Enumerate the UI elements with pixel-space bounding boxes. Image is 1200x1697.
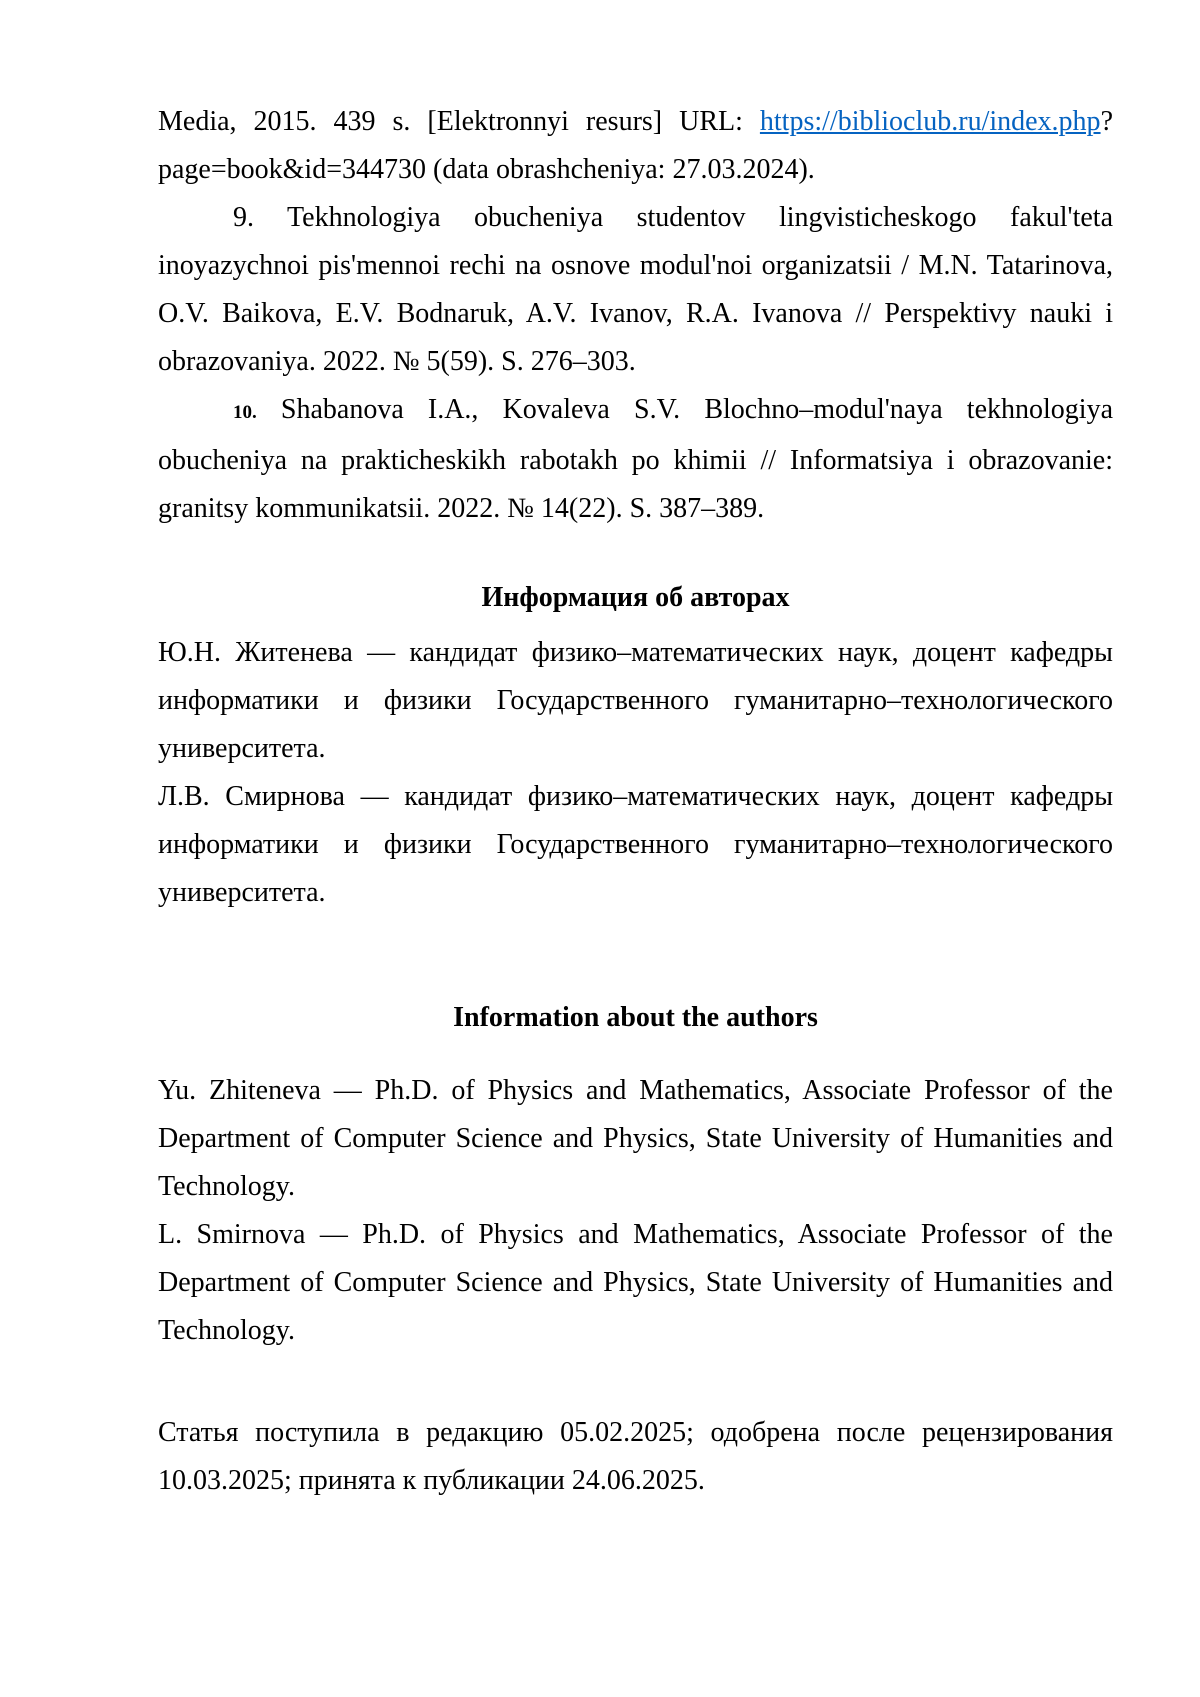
- reference-10-text: Shabanova I.A., Kovaleva S.V. Blochno–modul'naya tekhnologiya obucheniya na prakticheskikh rabotakh po khimii // Informatsiya i obrazovanie: granitsy kommunikatsii. 2022. № 14(22). S. 387–389.: [158, 394, 1113, 524]
- reference-9-number: 9.: [233, 202, 254, 233]
- reference-question-mark: ?: [1100, 106, 1113, 137]
- authors-info-heading-en: Information about the authors: [453, 1002, 818, 1033]
- reference-10-number: 10.: [233, 402, 257, 423]
- reference-item-9: [158, 194, 1113, 386]
- submission-dates: Статья поступила в редакцию 05.02.2025; одобрена после рецензирования 10.03.2025; принята к публикации 24.06.2025.: [158, 1417, 1113, 1496]
- reference-item-10: [158, 386, 1113, 533]
- reference-9-text: Tekhnologiya obucheniya studentov lingvisticheskogo fakul'teta inoyazychnoi pis'mennoi rechi na osnove modul'noi organizatsii / M.N. Tatarinova, O.V. Baikova, E.V. Bodnaruk, A.V. Ivanov, R.A. Ivanova // Perspektivy nauki i obrazovaniya. 2022. № 5(59). S. 276–303.: [158, 202, 1114, 377]
- author-info-en-zhiteneva: Yu. Zhiteneva — Ph.D. of Physics and Mathematics, Associate Professor of the Department of Computer Science and Physics, State University of Humanities and Technology.: [158, 1075, 1113, 1202]
- link-text: https://biblioclub.ru/index.php: [759, 106, 1101, 137]
- author-info-ru-smirnova: Л.В. Смирнова — кандидат физико–математических наук, доцент кафедры информатики и физики Государственного гуманитарно–технологического университета.: [158, 781, 1113, 908]
- biblioclub-url-link[interactable]: [760, 106, 1101, 137]
- reference-text-after-link: page=book&id=344730 (data obrashcheniya: 27.03.2024).: [158, 154, 815, 185]
- reference-text-before-link: Media, 2015. 439 s. [Elektronnyi resurs] URL:: [158, 106, 760, 137]
- authors-info-heading-ru: Информация об авторах: [481, 582, 790, 613]
- reference-item-8-continuation: [158, 98, 1113, 194]
- author-info-ru-zhiteneva: Ю.Н. Житенева — кандидат физико–математических наук, доцент кафедры информатики и физики Государственного гуманитарно–технологического университета.: [158, 637, 1113, 764]
- author-info-en-smirnova: L. Smirnova — Ph.D. of Physics and Mathematics, Associate Professor of the Department of Computer Science and Physics, State University of Humanities and Technology.: [158, 1219, 1113, 1346]
